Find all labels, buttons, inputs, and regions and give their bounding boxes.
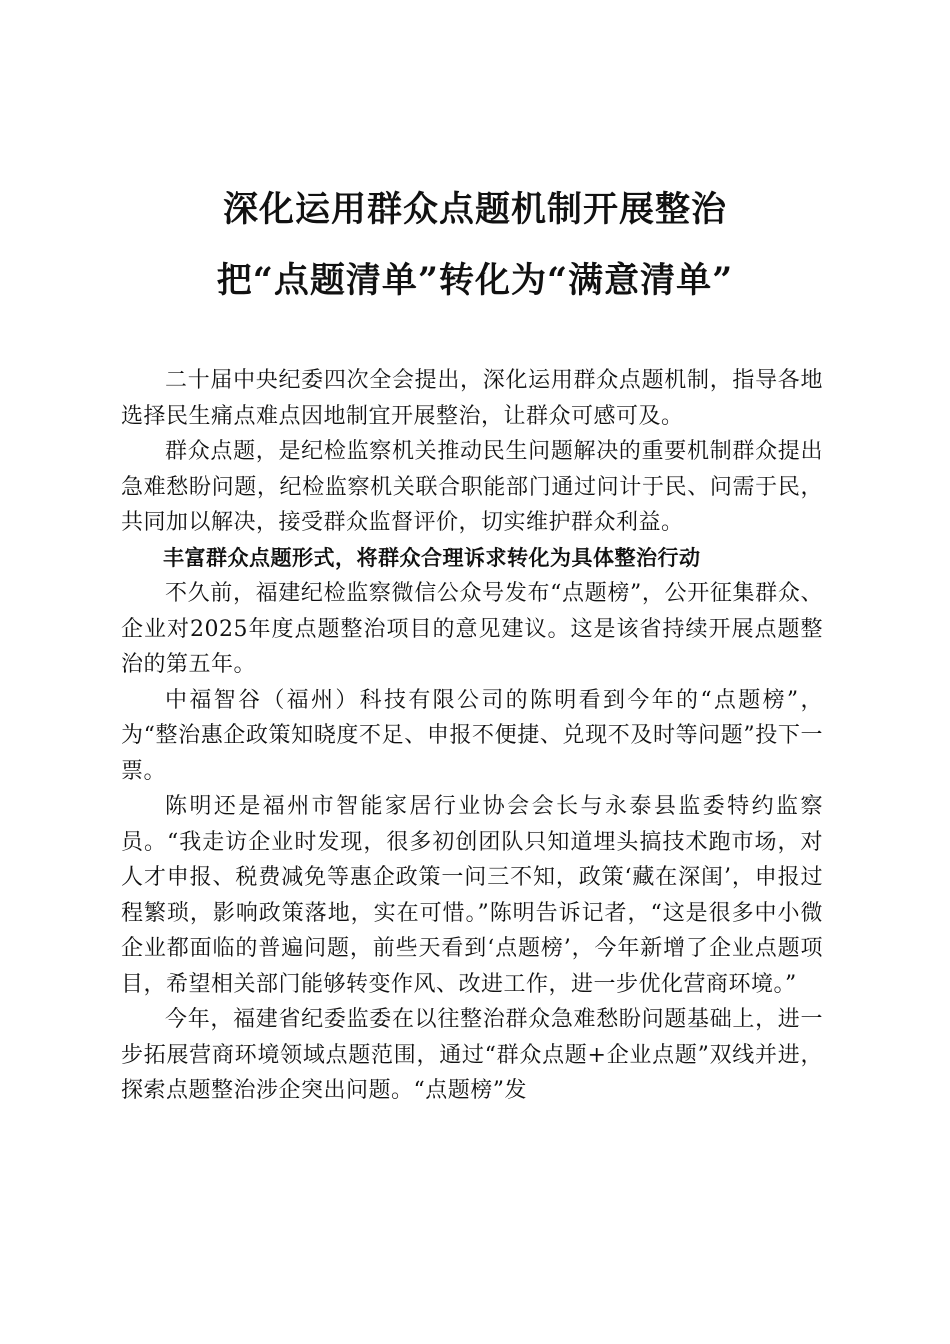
paragraph-chen-ming-quote: 陈明还是福州市智能家居行业协会会长与永泰县监委特约监察员。“我走访企业时发现，很多初创团队只知道埋头搞技术跑市场，对人才申报、税费减免等惠企政策一问三不知，政策‘藏在深闺’，申报过程繁琐，影响政策落地，实在可惜。”陈明告诉记者，“这是很多中小微企业都面临的普遍问题，前些天看到‘点题榜’，今年新增了企业点题项目，希望相关部门能够转变作风、改进工作，进一步优化营商环境。” (121, 794, 823, 997)
paragraph-this-year: 今年，福建省纪委监委在以往整治群众急难愁盼问题基础上，进一步拓展营商环境领域点题范围，通过“群众点题+企业点题”双线并进，探索点题整治涉企突出问题。“点题榜”发 (121, 1007, 823, 1103)
paragraph-intro: 二十届中央纪委四次全会提出，深化运用群众点题机制，指导各地选择民生痛点难点因地制宜开展整治，让群众可感可及。 (121, 368, 823, 429)
section-heading: 丰富群众点题形式，将群众合理诉求转化为具体整治行动 (163, 545, 701, 570)
paragraph-mechanism: 群众点题，是纪检监察机关推动民生问题解决的重要机制群众提出急难愁盼问题，纪检监察机关联合职能部门通过问计于民、问需于民，共同加以解决，接受群众监督评价，切实维护群众利益。 (121, 439, 823, 535)
title-line-1: 深化运用群众点题机制开展整治 (222, 189, 727, 230)
paragraph-fujian-list: 不久前，福建纪检监察微信公众号发布“点题榜”，公开征集群众、企业对2025年度点题整治项目的意见建议。这是该省持续开展点题整治的第五年。 (121, 581, 823, 677)
paragraph-chen-ming-vote: 中福智谷（福州）科技有限公司的陈明看到今年的“点题榜”，为“整治惠企政策知晓度不足、申报不便捷、兑现不及时等问题”投下一票。 (121, 687, 823, 784)
document-body (121, 363, 823, 1109)
document-title (0, 190, 950, 301)
title-line-2: 把“点题清单”转化为“满意清单” (216, 260, 734, 301)
